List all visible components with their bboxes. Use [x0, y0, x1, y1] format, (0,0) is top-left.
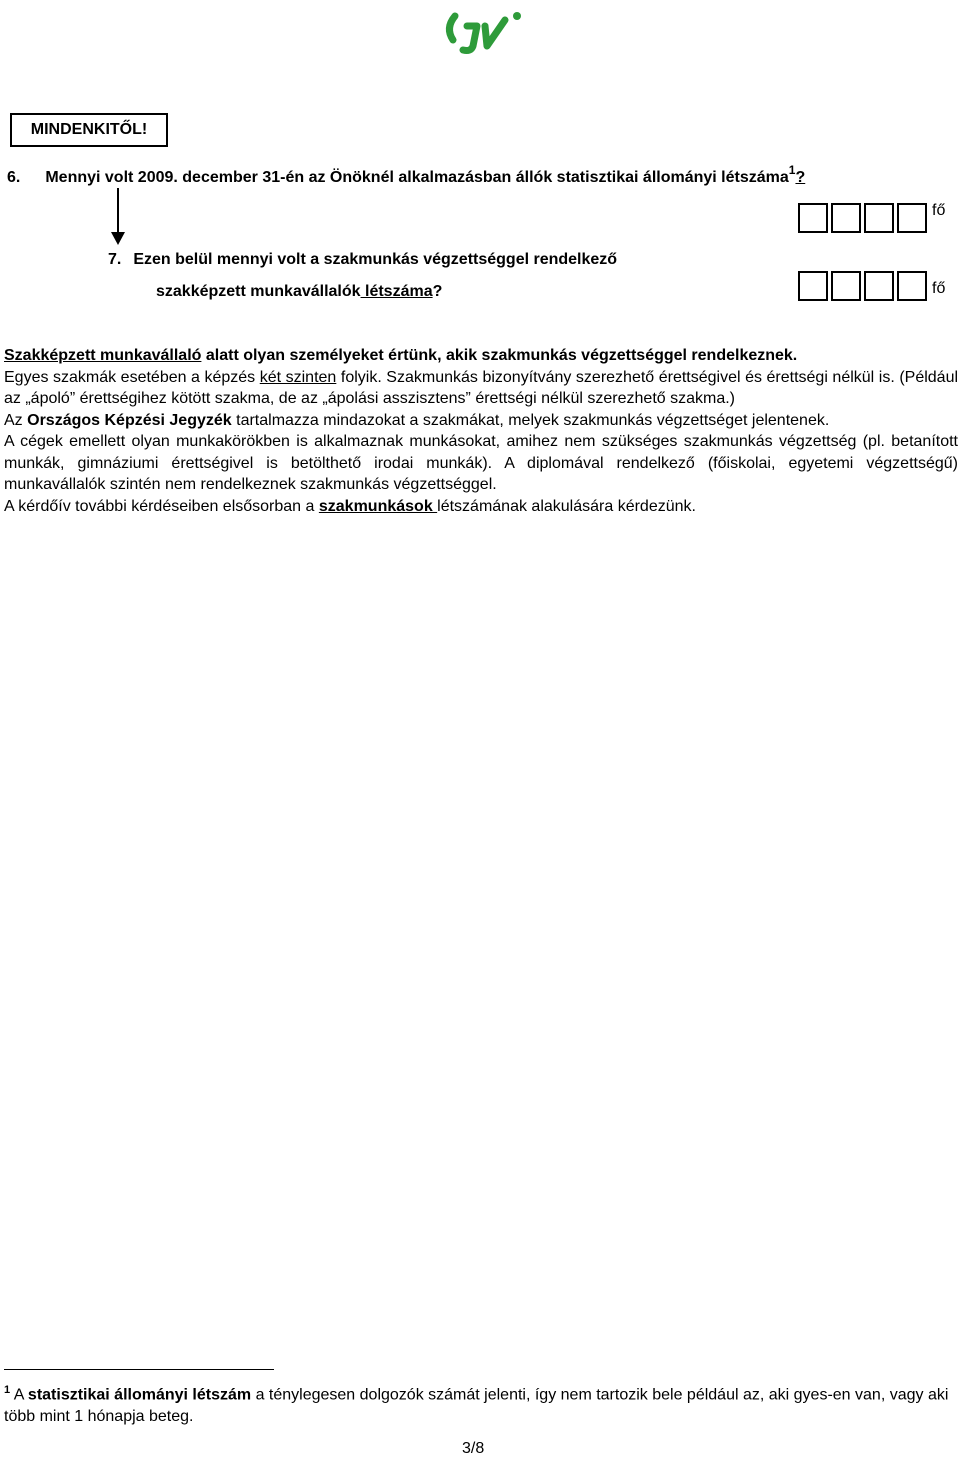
- question-7-mark: ?: [432, 283, 443, 300]
- info-paragraph-1: [4, 345, 958, 367]
- footnote-divider: [4, 1369, 274, 1370]
- digit-box[interactable]: [897, 203, 927, 233]
- section-label: MINDENKITŐL!: [10, 113, 168, 147]
- info-text-span: A kérdőív további kérdéseiben elsősorban a: [4, 497, 319, 515]
- info-bold: Országos Képzési Jegyzék: [27, 411, 232, 429]
- info-text-span: Egyes szakmák esetében a képzés: [4, 368, 260, 386]
- footnote-text: a ténylegesen dolgozók számát jelenti, így nem tartozik bele például az, aki gyes-en van, vagy aki több mint 1 hónapja beteg.: [4, 1386, 949, 1426]
- digit-box[interactable]: [897, 271, 927, 301]
- question-7-number: 7.: [108, 251, 122, 268]
- info-text: [4, 345, 958, 517]
- digit-box[interactable]: [798, 271, 828, 301]
- info-paragraph-5: [4, 496, 958, 518]
- question-7-text-2: szakképzett munkavállalók: [156, 283, 361, 300]
- footnote-number: 1: [4, 1384, 11, 1396]
- info-text-span: alatt olyan személyeket értünk, akik szakmunkás végzettséggel rendelkeznek.: [201, 347, 798, 364]
- footnote-ref: 1: [788, 163, 796, 177]
- digit-box[interactable]: [831, 203, 861, 233]
- info-bold-underlined: szakmunkások: [318, 497, 438, 515]
- term-skilled-worker: Szakképzett munkavállaló: [4, 347, 202, 364]
- digit-box[interactable]: [864, 271, 894, 301]
- digit-box[interactable]: [864, 203, 894, 233]
- info-text-span: létszámának alakulására kérdezünk.: [437, 497, 696, 515]
- question-6-number: 6.: [7, 169, 21, 186]
- question-6-text: Mennyi volt 2009. december 31-én az Önöknél alkalmazásban állók statisztikai állományi létszáma: [45, 169, 789, 186]
- digit-box[interactable]: [798, 203, 828, 233]
- info-paragraph-4: A cégek emellett olyan munkakörökben is alkalmaznak munkásokat, amihez nem szükséges szakmunkás végzettség (pl. betanított munkák, gimnáziumi érettségivel is betölthető irodai munkák). A diplomával rendelkező (főiskolai, egyetemi végzettségű) munkavállalók szintén nem rendelkeznek szakmunkás végzettséggel.: [4, 433, 958, 493]
- info-text-span: folyik. Szakmunkás bizonyítvány szerezhető érettségivel és érettségi nélkül is. (Például az „ápoló” érettségihez kötött szakma, de az „ápolási asszisztens” érettségi nélkül szerezhető szakma.): [4, 368, 959, 407]
- arrow-down-icon: [106, 188, 130, 246]
- footnote-text: A: [10, 1386, 28, 1404]
- question-7-line-2: [156, 282, 442, 302]
- unit-label: fő: [932, 202, 946, 219]
- question-7-line-1: [108, 250, 617, 270]
- answer-6-field[interactable]: [798, 203, 945, 233]
- question-7-text: Ezen belül mennyi volt a szakmunkás végzettséggel rendelkező: [133, 251, 618, 268]
- question-6: [7, 163, 806, 188]
- info-text-span: Az: [4, 411, 28, 429]
- question-6-mark: ?: [795, 169, 806, 186]
- info-underlined: két szinten: [259, 368, 337, 386]
- footnote: [4, 1379, 954, 1428]
- digit-box[interactable]: [831, 271, 861, 301]
- question-7-underlined: létszáma: [360, 283, 433, 300]
- answer-7-field[interactable]: [798, 271, 945, 301]
- info-text-span: tartalmazza mindazokat a szakmákat, melyek szakmunkás végzettséget jelentenek.: [231, 411, 830, 429]
- footnote-term: statisztikai állományi létszám: [27, 1386, 252, 1404]
- page-number: 3/8: [462, 1440, 485, 1457]
- info-paragraph-3: [4, 410, 958, 432]
- unit-label: fő: [932, 280, 946, 297]
- jv-logo-icon: [437, 6, 525, 54]
- info-paragraph-2: [4, 367, 958, 410]
